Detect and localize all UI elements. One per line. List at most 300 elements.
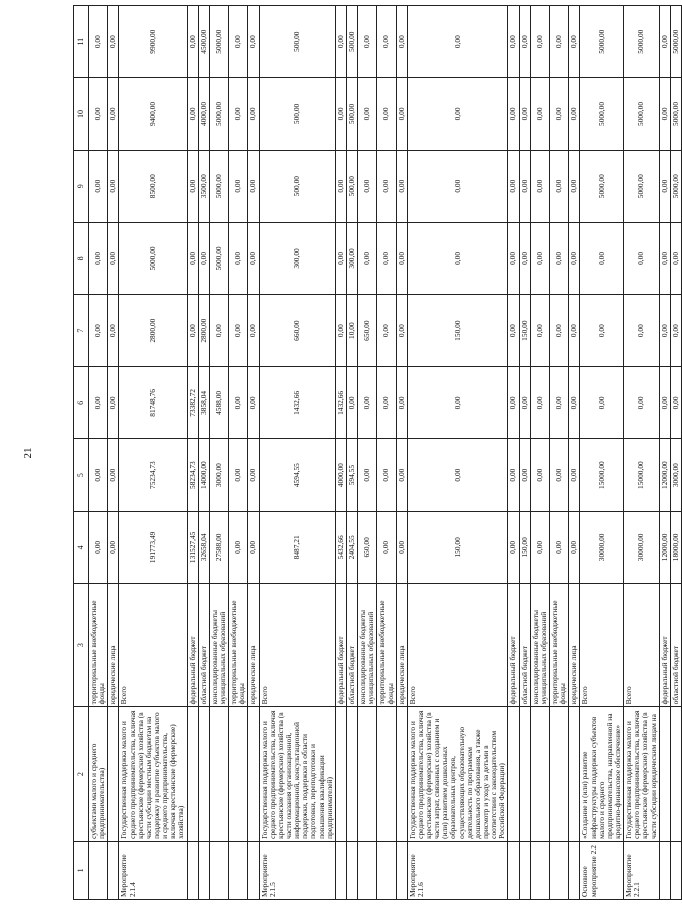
amount-cell: 0,00	[377, 295, 396, 367]
table-row	[519, 6, 530, 900]
measure-name-cell	[569, 707, 580, 841]
amount-cell: 0,00	[580, 222, 624, 294]
measure-code-cell: Мероприятие 2.1.5	[259, 841, 335, 899]
funding-source-cell: Всего	[624, 583, 660, 706]
column-header: 4	[74, 511, 89, 583]
amount-cell: 0,00	[530, 6, 549, 78]
amount-cell: 12000,00	[659, 511, 670, 583]
amount-cell: 0,00	[396, 150, 407, 222]
amount-cell: 0,00	[248, 6, 259, 78]
measure-name-cell	[377, 707, 396, 841]
table-row	[209, 6, 228, 900]
rotated-table-area	[73, 5, 680, 900]
amount-cell: 0,00	[377, 78, 396, 150]
measure-code-cell	[569, 841, 580, 899]
amount-cell: 5000,00	[624, 150, 660, 222]
amount-cell: 0,00	[519, 78, 530, 150]
amount-cell: 0,00	[530, 367, 549, 439]
amount-cell: 5000,00	[580, 6, 624, 78]
measure-code-cell	[346, 841, 357, 899]
amount-cell: 0,00	[569, 511, 580, 583]
amount-cell: 0,00	[248, 150, 259, 222]
table-row	[377, 6, 396, 900]
funding-source-cell: юридические лица	[396, 583, 407, 706]
measure-code-cell	[659, 841, 670, 899]
measure-code-cell: Мероприятие 2.1.4	[119, 841, 187, 899]
table-row	[659, 6, 670, 900]
amount-cell: 191773,49	[119, 511, 187, 583]
amount-cell: 0,00	[580, 295, 624, 367]
amount-cell: 0,00	[358, 78, 377, 150]
amount-cell: 0,00	[89, 78, 108, 150]
amount-cell: 1432,66	[259, 367, 335, 439]
funding-source-cell: консолидированные бюджеты муниципальных образований	[209, 583, 228, 706]
amount-cell: 0,00	[187, 78, 198, 150]
amount-cell: 0,00	[569, 78, 580, 150]
amount-cell: 0,00	[108, 6, 119, 78]
table-row	[346, 6, 357, 900]
funding-source-cell: территориальные внебюджетные фонды	[377, 583, 396, 706]
amount-cell: 0,00	[335, 78, 346, 150]
amount-cell: 8487,21	[259, 511, 335, 583]
amount-cell: 0,00	[89, 295, 108, 367]
funding-source-cell: федеральный бюджет	[187, 583, 198, 706]
amount-cell: 0,00	[248, 511, 259, 583]
amount-cell: 0,00	[187, 295, 198, 367]
measure-code-cell	[377, 841, 396, 899]
amount-cell: 5000,00	[209, 150, 228, 222]
amount-cell: 0,00	[358, 222, 377, 294]
measure-code-cell: Мероприятие 2.1.6	[407, 841, 508, 899]
amount-cell: 500,00	[259, 6, 335, 78]
amount-cell: 18000,00	[670, 511, 681, 583]
measure-code-cell	[670, 841, 681, 899]
amount-cell: 0,00	[229, 150, 248, 222]
table-row	[508, 6, 519, 900]
amount-cell: 0,00	[550, 295, 569, 367]
amount-cell: 0,00	[377, 150, 396, 222]
funding-source-cell: Всего	[580, 583, 624, 706]
table-row	[89, 6, 108, 900]
table-row	[248, 6, 259, 900]
funding-source-cell: Всего	[259, 583, 335, 706]
measure-name-cell	[198, 707, 209, 841]
amount-cell: 5432,66	[335, 511, 346, 583]
measure-name-cell	[108, 707, 119, 841]
amount-cell: 0,00	[229, 439, 248, 511]
column-header: 5	[74, 439, 89, 511]
amount-cell: 0,00	[346, 367, 357, 439]
measure-code-cell	[530, 841, 549, 899]
amount-cell: 0,00	[396, 295, 407, 367]
funding-source-cell: территориальные внебюджетные фонды	[550, 583, 569, 706]
table-row	[396, 6, 407, 900]
amount-cell: 150,00	[407, 511, 508, 583]
measure-name-cell	[358, 707, 377, 841]
table-row	[580, 6, 624, 900]
measure-name-cell	[659, 707, 670, 841]
amount-cell: 0,00	[407, 222, 508, 294]
measure-name-cell: Государственная поддержка малого и среднего предпринимательства, включая крестьянские (фермерские) хозяйства (в части субсидии местным бюджетам на поддержку и развитие субъектов малого и среднего предпринимательства, включая крестьянские (фермерские) хозяйства)	[119, 707, 187, 841]
funding-source-cell: консолидированные бюджеты муниципальных образований	[358, 583, 377, 706]
amount-cell: 650,00	[358, 295, 377, 367]
funding-source-cell: федеральный бюджет	[508, 583, 519, 706]
amount-cell: 5000,00	[670, 6, 681, 78]
amount-cell: 150,00	[519, 511, 530, 583]
measure-name-cell: Государственная поддержка малого и среднего предпринимательства, включая крестьянские (фермерские) хозяйства (в части субсидии юридическим лицам на	[624, 707, 660, 841]
funding-source-cell: федеральный бюджет	[335, 583, 346, 706]
measure-code-cell	[198, 841, 209, 899]
amount-cell: 500,00	[346, 78, 357, 150]
amount-cell: 0,00	[187, 150, 198, 222]
amount-cell: 0,00	[396, 6, 407, 78]
amount-cell: 150,00	[519, 295, 530, 367]
amount-cell: 0,00	[670, 295, 681, 367]
table-row	[550, 6, 569, 900]
amount-cell: 0,00	[530, 511, 549, 583]
amount-cell: 0,00	[108, 367, 119, 439]
amount-cell: 0,00	[229, 511, 248, 583]
table-row	[530, 6, 549, 900]
amount-cell: 15000,00	[580, 439, 624, 511]
funding-source-cell: территориальные внебюджетные фонды	[89, 583, 108, 706]
measure-code-cell	[108, 841, 119, 899]
amount-cell: 0,00	[569, 367, 580, 439]
amount-cell: 0,00	[530, 78, 549, 150]
amount-cell: 0,00	[508, 150, 519, 222]
amount-cell: 81748,76	[119, 367, 187, 439]
amount-cell: 0,00	[335, 150, 346, 222]
amount-cell: 0,00	[407, 367, 508, 439]
measure-code-cell	[209, 841, 228, 899]
column-header: 11	[74, 6, 89, 78]
amount-cell: 0,00	[659, 6, 670, 78]
table-row	[259, 6, 335, 900]
table-row	[624, 6, 660, 900]
amount-cell: 0,00	[519, 6, 530, 78]
amount-cell: 660,00	[259, 295, 335, 367]
amount-cell: 0,00	[530, 222, 549, 294]
amount-cell: 0,00	[519, 222, 530, 294]
funding-source-cell: консолидированные бюджеты муниципальных образований	[530, 583, 549, 706]
table-row	[108, 6, 119, 900]
amount-cell: 0,00	[108, 150, 119, 222]
amount-cell: 0,00	[508, 439, 519, 511]
amount-cell: 0,00	[530, 439, 549, 511]
funding-source-cell: юридические лица	[569, 583, 580, 706]
amount-cell: 0,00	[358, 439, 377, 511]
amount-cell: 5000,00	[580, 150, 624, 222]
amount-cell: 300,00	[259, 222, 335, 294]
amount-cell: 5000,00	[624, 78, 660, 150]
amount-cell: 0,00	[407, 6, 508, 78]
amount-cell: 0,00	[550, 150, 569, 222]
column-header: 6	[74, 367, 89, 439]
measure-code-cell	[229, 841, 248, 899]
amount-cell: 3500,00	[198, 150, 209, 222]
amount-cell: 0,00	[358, 367, 377, 439]
amount-cell: 131527,45	[187, 511, 198, 583]
table-row	[358, 6, 377, 900]
amount-cell: 0,00	[187, 6, 198, 78]
amount-cell: 8500,00	[119, 150, 187, 222]
funding-source-cell: областной бюджет	[519, 583, 530, 706]
amount-cell: 3858,04	[198, 367, 209, 439]
amount-cell: 0,00	[187, 222, 198, 294]
amount-cell: 0,00	[108, 78, 119, 150]
measure-code-cell	[519, 841, 530, 899]
amount-cell: 0,00	[108, 295, 119, 367]
amount-cell: 0,00	[248, 439, 259, 511]
funding-source-cell: юридические лица	[108, 583, 119, 706]
measure-code-cell	[248, 841, 259, 899]
amount-cell: 0,00	[377, 6, 396, 78]
amount-cell: 0,00	[377, 367, 396, 439]
amount-cell: 0,00	[89, 6, 108, 78]
amount-cell: 0,00	[89, 367, 108, 439]
funding-source-cell: федеральный бюджет	[659, 583, 670, 706]
amount-cell: 0,00	[508, 295, 519, 367]
amount-cell: 0,00	[569, 295, 580, 367]
amount-cell: 0,00	[198, 222, 209, 294]
amount-cell: 0,00	[580, 367, 624, 439]
amount-cell: 0,00	[550, 367, 569, 439]
table-row	[335, 6, 346, 900]
column-header: 1	[74, 841, 89, 899]
amount-cell: 12000,00	[659, 439, 670, 511]
column-header: 8	[74, 222, 89, 294]
amount-cell: 0,00	[396, 367, 407, 439]
table-header-row	[74, 6, 89, 900]
amount-cell: 0,00	[108, 222, 119, 294]
amount-cell: 0,00	[550, 439, 569, 511]
measure-code-cell	[396, 841, 407, 899]
measure-name-cell: Государственная поддержка малого и среднего предпринимательства, включая крестьянские (фермерские) хозяйства (в части оказания организационной, информационной, консультационной поддержки, поддержки в области подготовки, переподготовки и повышения квалификации предпринимателей)	[259, 707, 335, 841]
table-row	[198, 6, 209, 900]
amount-cell: 0,00	[396, 222, 407, 294]
amount-cell: 0,00	[358, 150, 377, 222]
amount-cell: 0,00	[108, 439, 119, 511]
amount-cell: 2404,55	[346, 511, 357, 583]
amount-cell: 0,00	[335, 222, 346, 294]
funding-source-cell: юридические лица	[248, 583, 259, 706]
amount-cell: 0,00	[530, 150, 549, 222]
funding-source-cell: Всего	[119, 583, 187, 706]
amount-cell: 2800,00	[198, 295, 209, 367]
amount-cell: 0,00	[396, 511, 407, 583]
amount-cell: 0,00	[508, 78, 519, 150]
amount-cell: 4594,55	[259, 439, 335, 511]
amount-cell: 0,00	[358, 6, 377, 78]
amount-cell: 4500,00	[198, 6, 209, 78]
amount-cell: 0,00	[659, 367, 670, 439]
measure-name-cell: Государственная поддержка малого и среднего предпринимательства, включая крестьянские (фермерские) хозяйства (в части затрат, связанных с созданием и (или) развитием дошкольных образовательных центров, осуществляющих образовательную деятельность по программам дошкольного образования, а также присмотр и уходу за детьми в соответствии с законодательством Российской Федерации)	[407, 707, 508, 841]
measure-name-cell	[346, 707, 357, 841]
amount-cell: 0,00	[89, 439, 108, 511]
funding-source-cell: областной бюджет	[198, 583, 209, 706]
amount-cell: 15000,00	[624, 439, 660, 511]
amount-cell: 1432,66	[335, 367, 346, 439]
amount-cell: 0,00	[624, 367, 660, 439]
amount-cell: 0,00	[89, 222, 108, 294]
amount-cell: 5000,00	[209, 78, 228, 150]
amount-cell: 0,00	[569, 6, 580, 78]
amount-cell: 0,00	[209, 295, 228, 367]
budget-table	[73, 5, 682, 900]
amount-cell: 0,00	[407, 439, 508, 511]
column-header: 3	[74, 583, 89, 706]
amount-cell: 150,00	[407, 295, 508, 367]
amount-cell: 0,00	[550, 222, 569, 294]
amount-cell: 5000,00	[670, 150, 681, 222]
column-header: 9	[74, 150, 89, 222]
amount-cell: 0,00	[229, 295, 248, 367]
amount-cell: 0,00	[508, 6, 519, 78]
measure-code-cell: Мероприятие 2.2.1	[624, 841, 660, 899]
amount-cell: 27588,00	[209, 511, 228, 583]
funding-source-cell: областной бюджет	[670, 583, 681, 706]
amount-cell: 9900,00	[119, 6, 187, 78]
amount-cell: 10,00	[346, 295, 357, 367]
funding-source-cell: Всего	[407, 583, 508, 706]
amount-cell: 4000,00	[198, 78, 209, 150]
measure-name-cell	[508, 707, 519, 841]
measure-name-cell	[550, 707, 569, 841]
amount-cell: 0,00	[569, 222, 580, 294]
amount-cell: 0,00	[335, 295, 346, 367]
measure-name-cell	[670, 707, 681, 841]
table-row	[229, 6, 248, 900]
amount-cell: 58234,73	[187, 439, 198, 511]
measure-code-cell	[508, 841, 519, 899]
amount-cell: 5000,00	[209, 222, 228, 294]
amount-cell: 30000,00	[624, 511, 660, 583]
amount-cell: 0,00	[229, 78, 248, 150]
amount-cell: 0,00	[508, 367, 519, 439]
amount-cell: 0,00	[624, 295, 660, 367]
amount-cell: 0,00	[377, 439, 396, 511]
amount-cell: 0,00	[550, 511, 569, 583]
amount-cell: 0,00	[377, 511, 396, 583]
amount-cell: 5000,00	[580, 78, 624, 150]
amount-cell: 32658,04	[198, 511, 209, 583]
measure-name-cell	[229, 707, 248, 841]
amount-cell: 14000,00	[198, 439, 209, 511]
amount-cell: 5000,00	[670, 78, 681, 150]
amount-cell: 0,00	[569, 150, 580, 222]
amount-cell: 0,00	[530, 295, 549, 367]
amount-cell: 4000,00	[335, 439, 346, 511]
table-row	[119, 6, 187, 900]
amount-cell: 0,00	[519, 150, 530, 222]
amount-cell: 2800,00	[119, 295, 187, 367]
amount-cell: 0,00	[335, 6, 346, 78]
measure-name-cell	[396, 707, 407, 841]
amount-cell: 650,00	[358, 511, 377, 583]
table-row	[569, 6, 580, 900]
amount-cell: 5000,00	[624, 6, 660, 78]
measure-name-cell	[530, 707, 549, 841]
amount-cell: 3000,00	[209, 439, 228, 511]
amount-cell: 5000,00	[119, 222, 187, 294]
amount-cell: 594,55	[346, 439, 357, 511]
amount-cell: 0,00	[396, 439, 407, 511]
measure-code-cell	[187, 841, 198, 899]
amount-cell: 0,00	[519, 367, 530, 439]
amount-cell: 0,00	[248, 367, 259, 439]
amount-cell: 0,00	[108, 511, 119, 583]
amount-cell: 0,00	[248, 78, 259, 150]
column-header: 10	[74, 78, 89, 150]
amount-cell: 75234,73	[119, 439, 187, 511]
amount-cell: 5000,00	[209, 6, 228, 78]
amount-cell: 30000,00	[580, 511, 624, 583]
amount-cell: 0,00	[407, 78, 508, 150]
amount-cell: 9400,00	[119, 78, 187, 150]
measure-code-cell	[89, 841, 108, 899]
amount-cell: 500,00	[346, 150, 357, 222]
amount-cell: 0,00	[508, 222, 519, 294]
amount-cell: 4588,00	[209, 367, 228, 439]
amount-cell: 500,00	[346, 6, 357, 78]
measure-name-cell	[335, 707, 346, 841]
measure-code-cell	[550, 841, 569, 899]
column-header: 2	[74, 707, 89, 841]
table-row	[407, 6, 508, 900]
amount-cell: 0,00	[229, 367, 248, 439]
amount-cell: 0,00	[248, 295, 259, 367]
measure-name-cell	[187, 707, 198, 841]
amount-cell: 0,00	[396, 78, 407, 150]
amount-cell: 0,00	[659, 295, 670, 367]
measure-code-cell	[335, 841, 346, 899]
amount-cell: 0,00	[550, 6, 569, 78]
amount-cell: 0,00	[519, 439, 530, 511]
amount-cell: 0,00	[569, 439, 580, 511]
amount-cell: 0,00	[89, 511, 108, 583]
amount-cell: 0,00	[377, 222, 396, 294]
amount-cell: 0,00	[229, 222, 248, 294]
measure-name-cell: субъектами малого и среднего предпринимательства)	[89, 707, 108, 841]
amount-cell: 0,00	[89, 150, 108, 222]
amount-cell: 300,00	[346, 222, 357, 294]
amount-cell: 3000,00	[670, 439, 681, 511]
funding-source-cell: областной бюджет	[346, 583, 357, 706]
funding-source-cell: территориальные внебюджетные фонды	[229, 583, 248, 706]
amount-cell: 0,00	[659, 222, 670, 294]
table-row	[187, 6, 198, 900]
column-header: 7	[74, 295, 89, 367]
amount-cell: 73382,72	[187, 367, 198, 439]
measure-name-cell	[519, 707, 530, 841]
amount-cell: 0,00	[508, 511, 519, 583]
page-number: 21	[22, 447, 34, 459]
amount-cell: 0,00	[659, 78, 670, 150]
amount-cell: 500,00	[259, 150, 335, 222]
measure-code-cell	[358, 841, 377, 899]
measure-name-cell: «Создание и (или) развитие инфраструктуры поддержки субъектов малого и среднего предпринимательства, направленной на кредитно-финансовое обеспечение»	[580, 707, 624, 841]
amount-cell: 0,00	[550, 78, 569, 150]
amount-cell: 0,00	[624, 222, 660, 294]
measure-code-cell: Основное мероприятие 2.2	[580, 841, 624, 899]
amount-cell: 0,00	[248, 222, 259, 294]
amount-cell: 0,00	[229, 6, 248, 78]
measure-name-cell	[248, 707, 259, 841]
amount-cell: 500,00	[259, 78, 335, 150]
amount-cell: 0,00	[670, 367, 681, 439]
measure-name-cell	[209, 707, 228, 841]
amount-cell: 0,00	[659, 150, 670, 222]
